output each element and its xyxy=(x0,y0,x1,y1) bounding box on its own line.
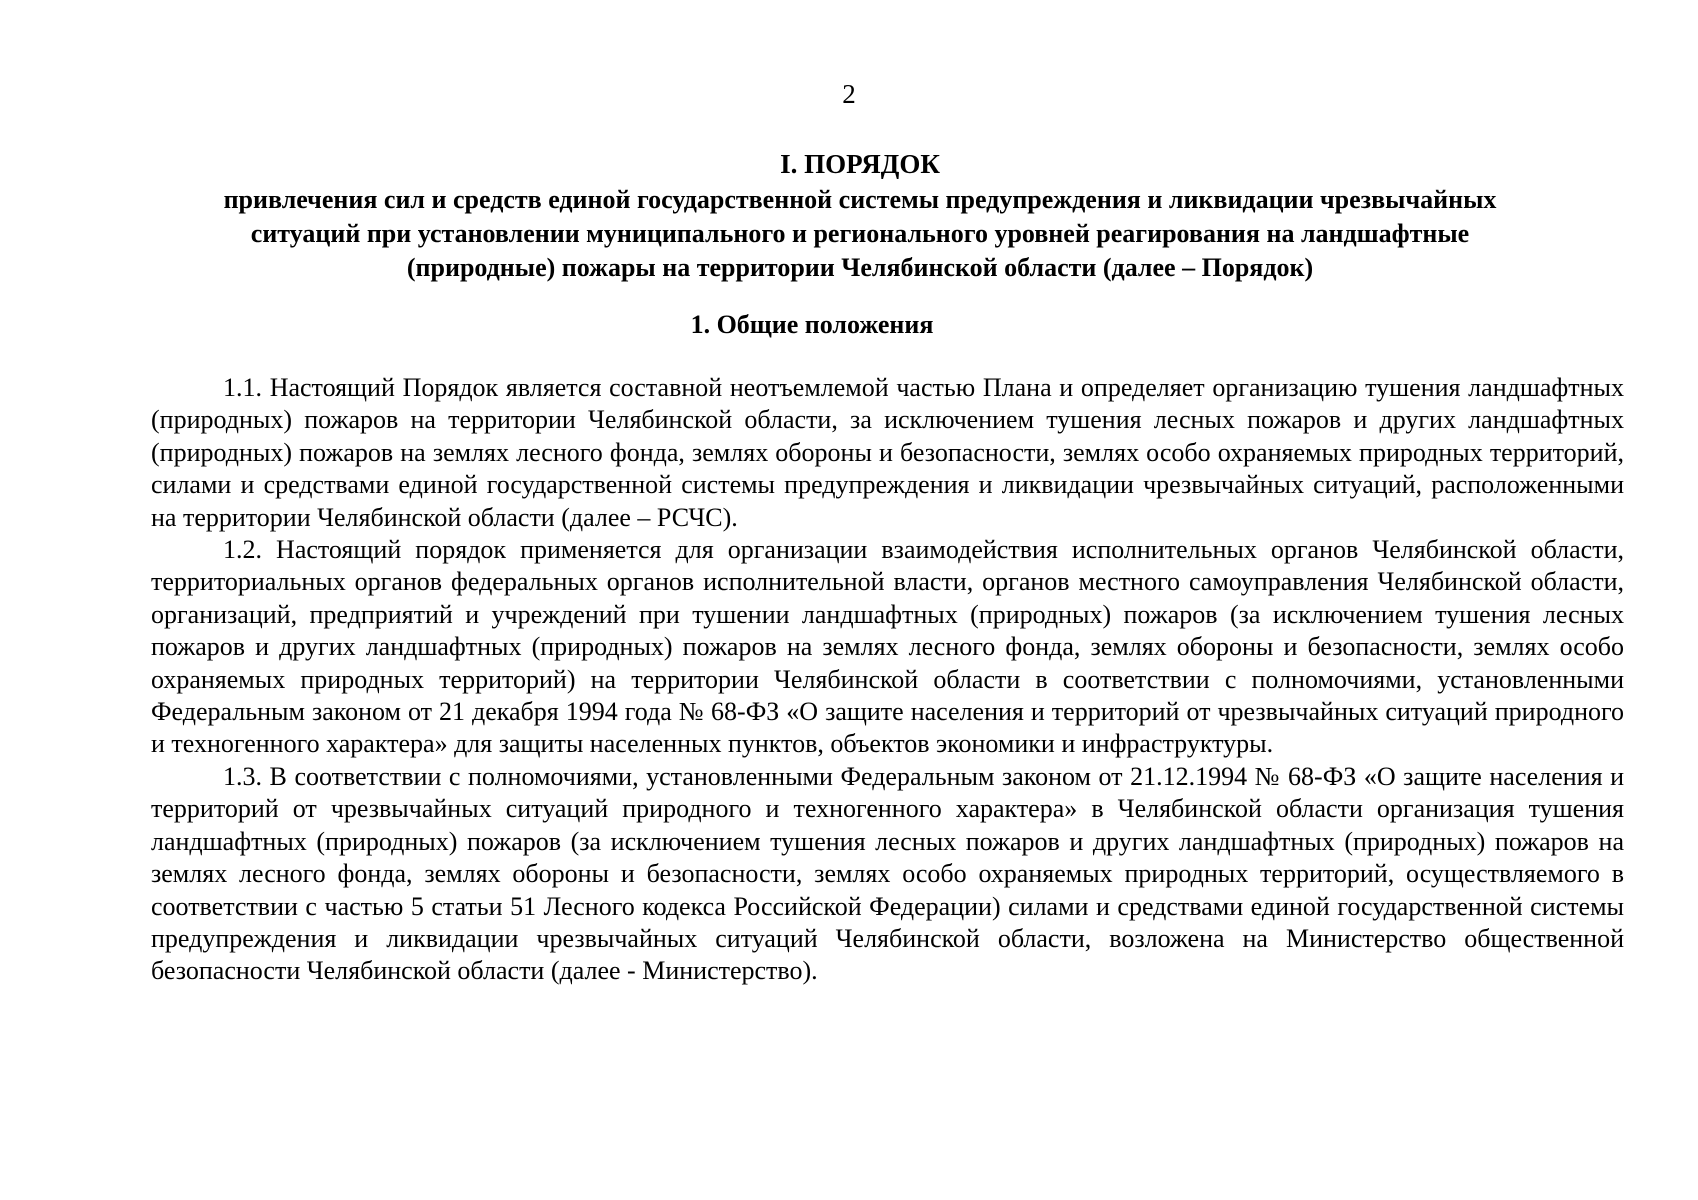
page-number: 2 xyxy=(842,79,856,109)
document-heading xyxy=(180,145,1540,285)
heading-title: I. ПОРЯДОК xyxy=(780,149,940,179)
paragraph-1-2: 1.2. Настоящий порядок применяется для организации взаимодействия исполнительных органов Челябинской области, территориальных органов федеральных органов исполнительной власти, органов местного самоуправления Челябинской области, организаций, предприятий и учреждений при тушении ландшафтных (природных) пожаров (за исключением тушения лесных пожаров и других ландшафтных (природных) пожаров на землях лесного фонда, землях обороны и безопасности, землях особо охраняемых природных территорий) на территории Челябинской области в соответствии с полномочиями, установленными Федеральным законом от 21 декабря 1994 года № 68-ФЗ «О защите населения и территорий от чрезвычайных ситуаций природного и техногенного характера» для защиты населенных пунктов, объектов экономики и инфраструктуры. xyxy=(151,535,1624,759)
heading-subtitle-line-2: ситуаций при установлении муниципального и регионального уровней реагирования на ландшафтные xyxy=(250,219,1470,248)
paragraph-1-3: 1.3. В соответствии с полномочиями, установленными Федеральным законом от 21.12.1994 № 68-ФЗ «О защите населения и территорий от чрезвычайных ситуаций природного и техногенного характера» в Челябинской области организация тушения ландшафтных (природных) пожаров (за исключением тушения лесных пожаров и других ландшафтных (природных) пожаров на землях лесного фонда, землях обороны и безопасности, землях особо охраняемых природных территорий, осуществляемого в соответствии с частью 5 статьи 51 Лесного кодекса Российской Федерации) силами и средствами единой государственной системы предупреждения и ликвидации чрезвычайных ситуаций Челябинской области, возложена на Министерство общественной безопасности Челябинской области (далее - Министерство). xyxy=(151,761,1624,986)
section-title: 1. Общие положения xyxy=(690,310,934,339)
paragraph-1-1: 1.1. Настоящий Порядок является составной неотъемлемой частью Плана и определяет организацию тушения ландшафтных (природных) пожаров на территории Челябинской области, за исключением тушения лесных пожаров и других ландшафтных (природных) пожаров на землях лесного фонда, землях обороны и безопасности, землях особо охраняемых природных территорий, силами и средствами единой государственной системы предупреждения и ликвидации чрезвычайных ситуаций, расположенными на территории Челябинской области (далее – РСЧС). xyxy=(151,373,1624,532)
heading-subtitle-line-3: (природные) пожары на территории Челябинской области (далее – Порядок) xyxy=(406,253,1314,282)
document-body xyxy=(151,372,1624,988)
heading-subtitle-line-1: привлечения сил и средств единой государственной системы предупреждения и ликвидации чрезвычайных xyxy=(223,185,1497,214)
